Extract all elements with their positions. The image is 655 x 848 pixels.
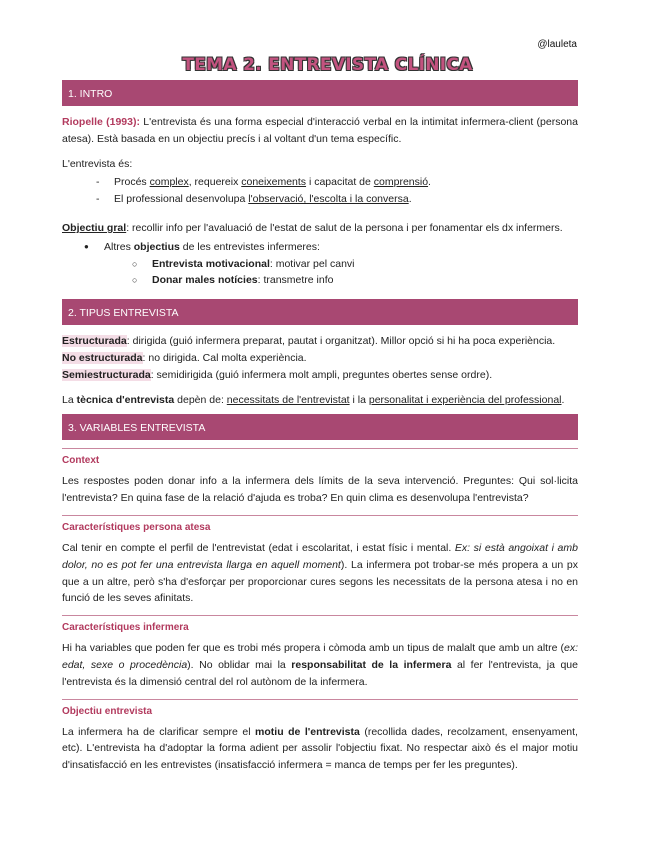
subsection-title: Característiques infermera <box>62 622 189 634</box>
paragraph-riopelle <box>62 114 578 148</box>
persona-atesa-text: Cal tenir en compte el perfil de l'entrevistat (edat i escolaritat, i estat físic i mental. Ex: si està angoixat i amb dolor, no es pot fer una entrevista llarga en aquell moment). La infermera pot trobar-se més propera a un px que a un altre, però s'ha d'esforçar per proporcionar cures segons les necessitats de la persona atesa i no en funció de les seves afinitats. <box>62 541 578 605</box>
subsection-persona-atesa <box>62 515 578 607</box>
bullet-list <box>62 239 578 289</box>
section-header-tipus: 2. TIPUS ENTREVISTA <box>62 299 578 325</box>
riopelle-citation: Riopelle (1993): <box>62 116 140 128</box>
riopelle-text: L'entrevista és una forma especial d'interacció verbal en la intimitat infermera-client (persona atesa). Està basada en un objectiu precís i al voltant d'un tema específic. <box>62 116 578 145</box>
list-item: ● Altres objectius de les entrevistes infermeres: ○ Entrevista motivacional: motivar pel canvi ○ Donar males notícies: transmetre info <box>84 239 578 289</box>
subsection-context <box>62 448 578 507</box>
section-header-variables: 3. VARIABLES ENTREVISTA <box>62 414 578 440</box>
subsection-title: Característiques persona atesa <box>62 521 211 533</box>
document-body <box>62 80 578 782</box>
objectiu-text: La infermera ha de clarificar sempre el motiu de l'entrevista (recollida dades, recolzament, ensenyament, etc). L'entrevista ha d'adoptar la forma adient per assolir l'objectiu fixat. No respectar això és el major motiu d'insatisfacció en les entrevistes (insatisfacció infermera = manca de temps per fer les preguntes). <box>62 725 578 772</box>
list-item: ○ Donar males notícies: transmetre info <box>132 272 578 289</box>
list-item: - Procés complex, requereix coneixements i capacitat de comprensió. <box>96 174 578 191</box>
subsection-infermera <box>62 615 578 690</box>
paragraph-objectiu-gral: Objectiu gral: recollir info per l'avaluació de l'estat de salut de la persona i per fonamentar els dx infermers. <box>62 221 563 234</box>
subsection-title: Context <box>62 455 100 467</box>
type-no-estructurada: No estructurada: no dirigida. Cal molta experiència. <box>62 351 307 364</box>
list-item: ○ Entrevista motivacional: motivar pel canvi <box>132 256 578 273</box>
circle-list <box>84 256 578 290</box>
infermera-text: Hi ha variables que poden fer que es trobi més propera i còmoda amb un tipus de malalt que amb un altre (ex: edat, sexe o procedència). No oblidar mai la responsabilitat de la infermera al fer l'entrevista, ja que l'entrevista és la dimensió central del rol autònom de la infermera. <box>62 642 578 688</box>
list-item: - El professional desenvolupa l'observació, l'escolta i la conversa. <box>96 191 578 208</box>
subsection-title: Objectiu entrevista <box>62 705 153 717</box>
types-list <box>62 333 578 383</box>
context-text: Les respostes poden donar info a la infermera dels límits de la seva intervenció. Preguntes: Qui sol·licita l'entrevista? En quina fase de la relació d'ajuda es troba? En quin clima es desenvolupa l'entrevista? <box>62 475 578 505</box>
type-estructurada: Estructurada: dirigida (guió infermera preparat, pautat i organitzat). Millor opció si hi ha poca experiència. <box>62 335 556 348</box>
dash-list <box>62 174 578 208</box>
page-title: TEMA 2. ENTREVISTA CLÍNICA <box>182 55 473 75</box>
paragraph-entrevista-es: L'entrevista és: <box>62 157 133 170</box>
subsection-objectiu <box>62 699 578 774</box>
paragraph-tecnica: La tècnica d'entrevista depèn de: necessitats de l'entrevistat i la personalitat i experiència del professional. <box>62 393 565 406</box>
type-semiestructurada: Semiestructurada: semidirigida (guió infermera molt ampli, preguntes obertes sense ordre). <box>62 368 493 381</box>
author-handle: @lauleta <box>537 39 577 50</box>
section-header-intro: 1. INTRO <box>62 80 578 106</box>
